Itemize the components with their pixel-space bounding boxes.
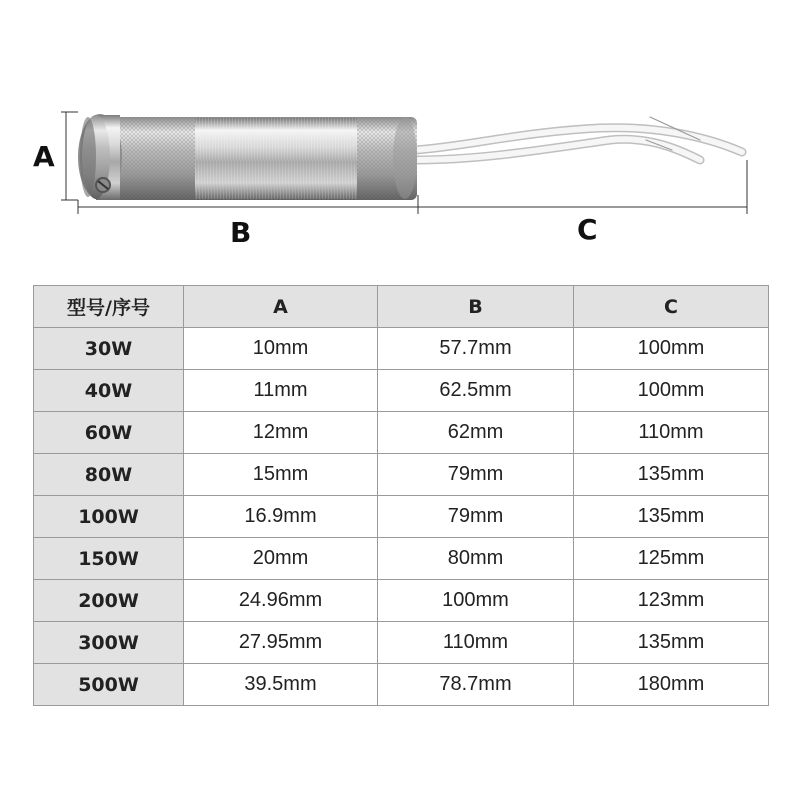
c-cell: 135mm bbox=[574, 454, 769, 496]
model-cell: 30W bbox=[34, 328, 184, 370]
b-cell: 80mm bbox=[378, 538, 574, 580]
model-cell: 200W bbox=[34, 580, 184, 622]
heating-element-diagram bbox=[0, 0, 800, 270]
header-a: A bbox=[184, 286, 378, 328]
element-body bbox=[115, 117, 417, 200]
model-cell: 150W bbox=[34, 538, 184, 580]
dimension-a-line bbox=[61, 112, 78, 200]
b-cell: 100mm bbox=[378, 580, 574, 622]
c-cell: 135mm bbox=[574, 622, 769, 664]
c-cell: 123mm bbox=[574, 580, 769, 622]
a-cell: 39.5mm bbox=[184, 664, 378, 706]
dimension-b-label: B bbox=[230, 216, 252, 249]
b-cell: 57.7mm bbox=[378, 328, 574, 370]
a-cell: 20mm bbox=[184, 538, 378, 580]
spec-table-header bbox=[34, 286, 769, 328]
a-cell: 11mm bbox=[184, 370, 378, 412]
table-row bbox=[34, 580, 769, 622]
model-cell: 80W bbox=[34, 454, 184, 496]
spec-table-body bbox=[34, 328, 769, 706]
dimension-c-label: C bbox=[577, 213, 598, 246]
a-cell: 12mm bbox=[184, 412, 378, 454]
model-cell: 100W bbox=[34, 496, 184, 538]
header-model: 型号/序号 bbox=[34, 286, 184, 328]
a-cell: 24.96mm bbox=[184, 580, 378, 622]
c-cell: 135mm bbox=[574, 496, 769, 538]
table-row bbox=[34, 412, 769, 454]
table-row bbox=[34, 328, 769, 370]
spec-table bbox=[33, 285, 769, 706]
model-cell: 300W bbox=[34, 622, 184, 664]
lead-wires bbox=[415, 117, 742, 160]
table-row bbox=[34, 496, 769, 538]
screw-icon bbox=[95, 177, 111, 193]
b-cell: 79mm bbox=[378, 496, 574, 538]
a-cell: 10mm bbox=[184, 328, 378, 370]
c-cell: 100mm bbox=[574, 328, 769, 370]
c-cell: 110mm bbox=[574, 412, 769, 454]
a-cell: 27.95mm bbox=[184, 622, 378, 664]
header-row bbox=[34, 286, 769, 328]
b-cell: 62.5mm bbox=[378, 370, 574, 412]
table-row bbox=[34, 538, 769, 580]
model-cell: 500W bbox=[34, 664, 184, 706]
a-cell: 16.9mm bbox=[184, 496, 378, 538]
c-cell: 125mm bbox=[574, 538, 769, 580]
c-cell: 100mm bbox=[574, 370, 769, 412]
table-row bbox=[34, 622, 769, 664]
dimension-a-label: A bbox=[33, 140, 55, 173]
c-cell: 180mm bbox=[574, 664, 769, 706]
table-row bbox=[34, 664, 769, 706]
b-cell: 78.7mm bbox=[378, 664, 574, 706]
b-cell: 62mm bbox=[378, 412, 574, 454]
header-b: B bbox=[378, 286, 574, 328]
header-c: C bbox=[574, 286, 769, 328]
a-cell: 15mm bbox=[184, 454, 378, 496]
table-row bbox=[34, 454, 769, 496]
table-row bbox=[34, 370, 769, 412]
model-cell: 40W bbox=[34, 370, 184, 412]
model-cell: 60W bbox=[34, 412, 184, 454]
dimension-c-line bbox=[418, 160, 747, 214]
b-cell: 79mm bbox=[378, 454, 574, 496]
b-cell: 110mm bbox=[378, 622, 574, 664]
